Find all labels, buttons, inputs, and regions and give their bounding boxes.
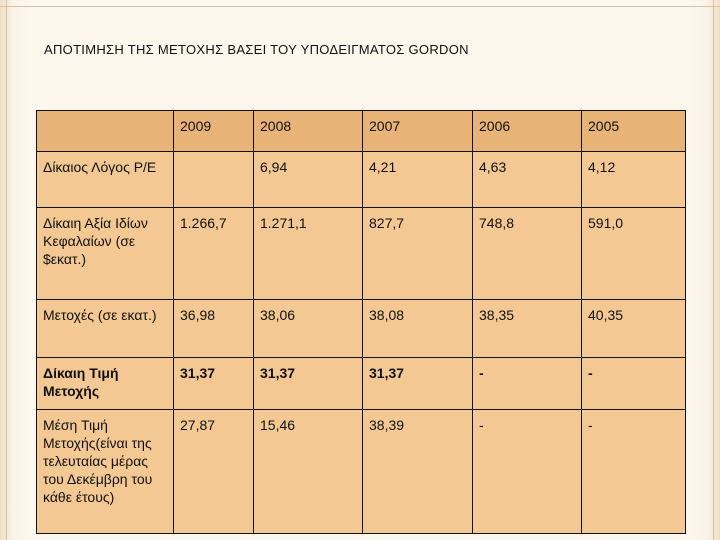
- table-row: [37, 300, 686, 358]
- table-row: [37, 410, 686, 534]
- value-cell: 40,35: [582, 300, 686, 358]
- value-cell: 38,35: [473, 300, 582, 358]
- row-label-cell: Μέση Τιμή Μετοχής(είναι της τελευταίας μέρας του Δεκέμβρη του κάθε έτους): [37, 410, 174, 534]
- header-corner-cell: [37, 111, 174, 152]
- year-header-cell: 2009: [174, 111, 254, 152]
- value-cell: 4,21: [363, 152, 473, 208]
- row-label-cell: Δίκαιη Τιμή Μετοχής: [37, 358, 174, 410]
- table-row: [37, 152, 686, 208]
- table-row: [37, 358, 686, 410]
- row-label-cell: Μετοχές (σε εκατ.): [37, 300, 174, 358]
- value-cell: 4,12: [582, 152, 686, 208]
- value-cell: -: [582, 358, 686, 410]
- row-label-cell: Δίκαιη Αξία Ιδίων Κεφαλαίων (σε $εκατ.): [37, 208, 174, 300]
- row-label-cell: Δίκαιος Λόγος P/E: [37, 152, 174, 208]
- value-cell: 31,37: [174, 358, 254, 410]
- value-cell: [174, 152, 254, 208]
- value-cell: 38,39: [363, 410, 473, 534]
- table-header-row: [37, 111, 686, 152]
- value-cell: 36,98: [174, 300, 254, 358]
- frame-right-line: [713, 0, 714, 540]
- year-header-cell: 2005: [582, 111, 686, 152]
- gordon-valuation-table: [36, 110, 686, 534]
- value-cell: -: [473, 410, 582, 534]
- frame-left-line: [6, 0, 7, 540]
- value-cell: 31,37: [254, 358, 363, 410]
- value-cell: 748,8: [473, 208, 582, 300]
- value-cell: 31,37: [363, 358, 473, 410]
- value-cell: 38,06: [254, 300, 363, 358]
- value-cell: 38,08: [363, 300, 473, 358]
- year-header-cell: 2007: [363, 111, 473, 152]
- year-header-cell: 2008: [254, 111, 363, 152]
- value-cell: 4,63: [473, 152, 582, 208]
- value-cell: 1.271,1: [254, 208, 363, 300]
- value-cell: 827,7: [363, 208, 473, 300]
- value-cell: -: [582, 410, 686, 534]
- value-cell: 6,94: [254, 152, 363, 208]
- frame-top-line: [0, 6, 720, 7]
- page-title: ΑΠΟΤΙΜΗΣΗ ΤΗΣ ΜΕΤΟΧΗΣ ΒΑΣΕΙ ΤΟΥ ΥΠΟΔΕΙΓΜΑΤΟΣ GORDON: [44, 42, 469, 57]
- value-cell: 591,0: [582, 208, 686, 300]
- value-cell: 27,87: [174, 410, 254, 534]
- value-cell: 1.266,7: [174, 208, 254, 300]
- value-cell: 15,46: [254, 410, 363, 534]
- table-row: [37, 208, 686, 300]
- value-cell: -: [473, 358, 582, 410]
- year-header-cell: 2006: [473, 111, 582, 152]
